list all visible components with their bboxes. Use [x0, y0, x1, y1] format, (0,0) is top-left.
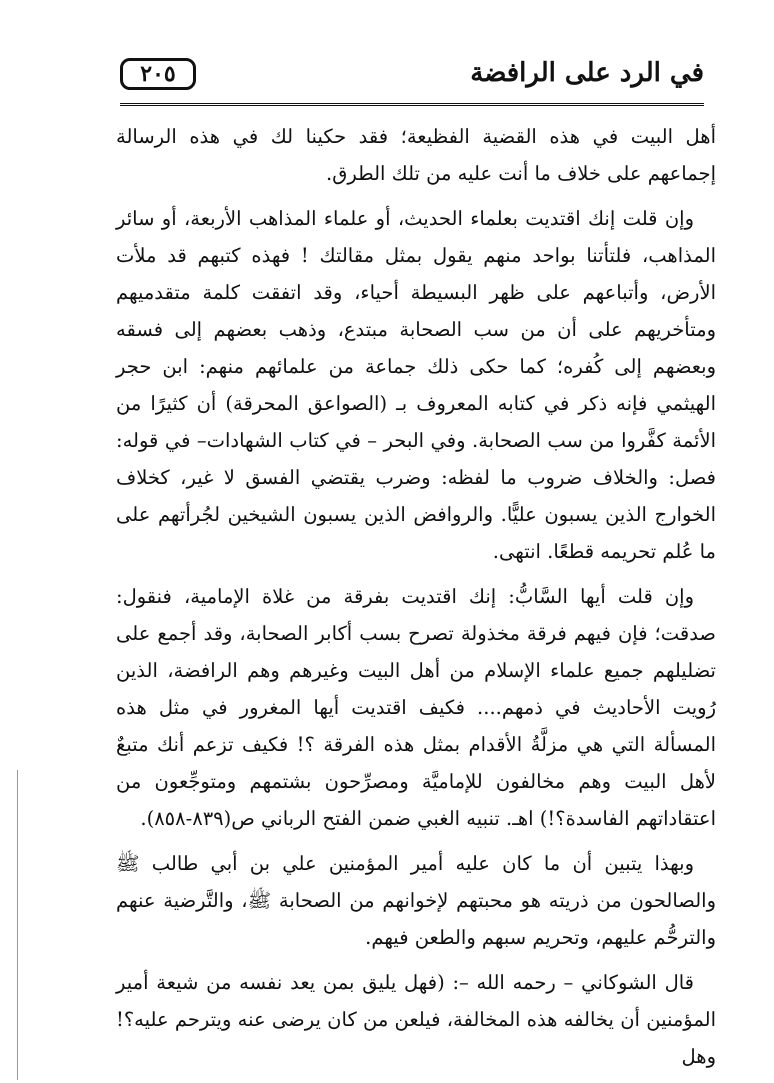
paragraph-3: وإن قلت أيها السَّابُّ: إنك اقتديت بفرقة من غلاة الإمامية، فنقول: صدقت؛ فإن فيهم فرقة مخذولة تصرح بسب أكابر الصحابة، وقد أجمع على تضليلهم جميع علماء الإسلام من أهل البيت وغيرهم وهم الرافضة، الذين رُويت الأحاديث في ذمهم.... فكيف اقتديت أيها المغرور في مثل هذه المسألة التي هي مزلَّةُ الأقدام بمثل هذه الفرقة ؟! فكيف تزعم أنك متبعٌ لأهل البيت وهم مخالفون للإماميَّة ومصرِّحون بشتمهم ومتوجِّعون من اعتقاداتهم الفاسدة؟!) اهـ. تنبيه الغبي ضمن الفتح الرباني ص(٨٣٩-٨٥٨).	[116, 585, 716, 830]
running-title: في الرد على الرافضة	[470, 58, 704, 88]
page-header	[120, 56, 704, 100]
margin-line	[17, 770, 18, 1080]
paragraph-2: وإن قلت إنك اقتديت بعلماء الحديث، أو علماء المذاهب الأربعة، أو سائر المذاهب، فلتأتنا بواحد منهم يقول بمثل مقالتك ! فهذه كتبهم قد ملأت الأرض، وأتباعهم على ظهر البسيطة أحياء، وقد اتفقت كلمة متقدميهم ومتأخريهم على أن من سب الصحابة مبتدع، وذهب بعضهم إلى فسقه وبعضهم إلى كُفره؛ كما حكى ذلك جماعة من علمائهم منهم: ابن حجر الهيثمي فإنه ذكر في كتابه المعروف بـ (الصواعق المحرقة) أن كثيرًا من الأئمة كفَّروا من سب الصحابة. وفي البحر – في كتاب الشهادات– في قوله: فصل: والخلاف ضروب ما لفظه: وضرب يقتضي الفسق لا غير، كخلاف الخوارج الذين يسبون عليًّا. والروافض الذين يسبون الشيخين لجُرأتهم على ما عُلم تحريمه قطعًا. انتهى.	[116, 207, 716, 563]
body-text	[116, 118, 716, 1083]
paragraph-5: قال الشوكاني – رحمه الله –: (فهل يليق بمن يعد نفسه من شيعة أمير المؤمنين أن يخالفه هذه المخالفة، فيلعن من كان يرضى عنه ويترحم عليه؟! وهل	[116, 971, 716, 1068]
header-divider	[120, 103, 704, 106]
page-number-badge	[120, 58, 196, 90]
paragraph-4: وبهذا يتبين أن ما كان عليه أمير المؤمنين علي بن أبي طالب ﷺ والصالحون من ذريته هو محبتهم لإخوانهم من الصحابة ﷺ، والتَّرضية عنهم والترحُّم عليهم، وتحريم سبهم والطعن فيهم.	[116, 852, 716, 949]
paragraph-1: أهل البيت في هذه القضية الفظيعة؛ فقد حكينا لك في هذه الرسالة إجماعهم على خلاف ما أنت عليه من تلك الطرق.	[116, 125, 716, 185]
page-number: ٢٠٥	[140, 61, 176, 87]
